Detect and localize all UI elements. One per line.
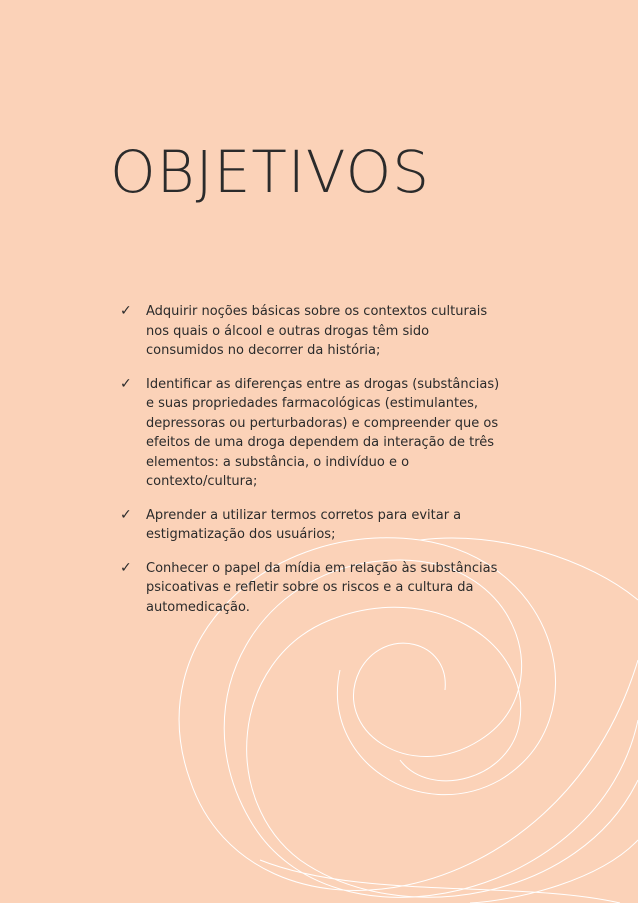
checkmark-icon: ✓ [120,303,132,319]
objective-text: Identificar as diferenças entre as drogas (substâncias) e suas propriedades farmacológicas (estimulantes, depressoras ou perturbadoras) e compreender que os efeitos de uma droga dependem da interação de três elementos: a substância, o indivíduo e o contexto/cultura; [146,376,500,489]
objective-text: Conhecer o papel da mídia em relação às substâncias psicoativas e refletir sobre os riscos e a cultura da automedicação. [146,560,498,615]
list-item [120,506,510,545]
list-item [120,302,510,361]
list-item [120,559,510,618]
checkmark-icon: ✓ [120,559,132,576]
list-item [120,375,510,492]
objective-text: Aprender a utilizar termos corretos para evitar a estigmatização dos usuários; [146,507,462,542]
checkmark-icon: ✓ [120,375,132,392]
page-title: OBJETIVOS [110,138,431,206]
objective-text: Adquirir noções básicas sobre os contextos culturais nos quais o álcool e outras drogas têm sido consumidos no decorrer da história; [146,304,488,358]
checkmark-icon: ✓ [120,506,132,523]
objectives-list [120,302,510,631]
